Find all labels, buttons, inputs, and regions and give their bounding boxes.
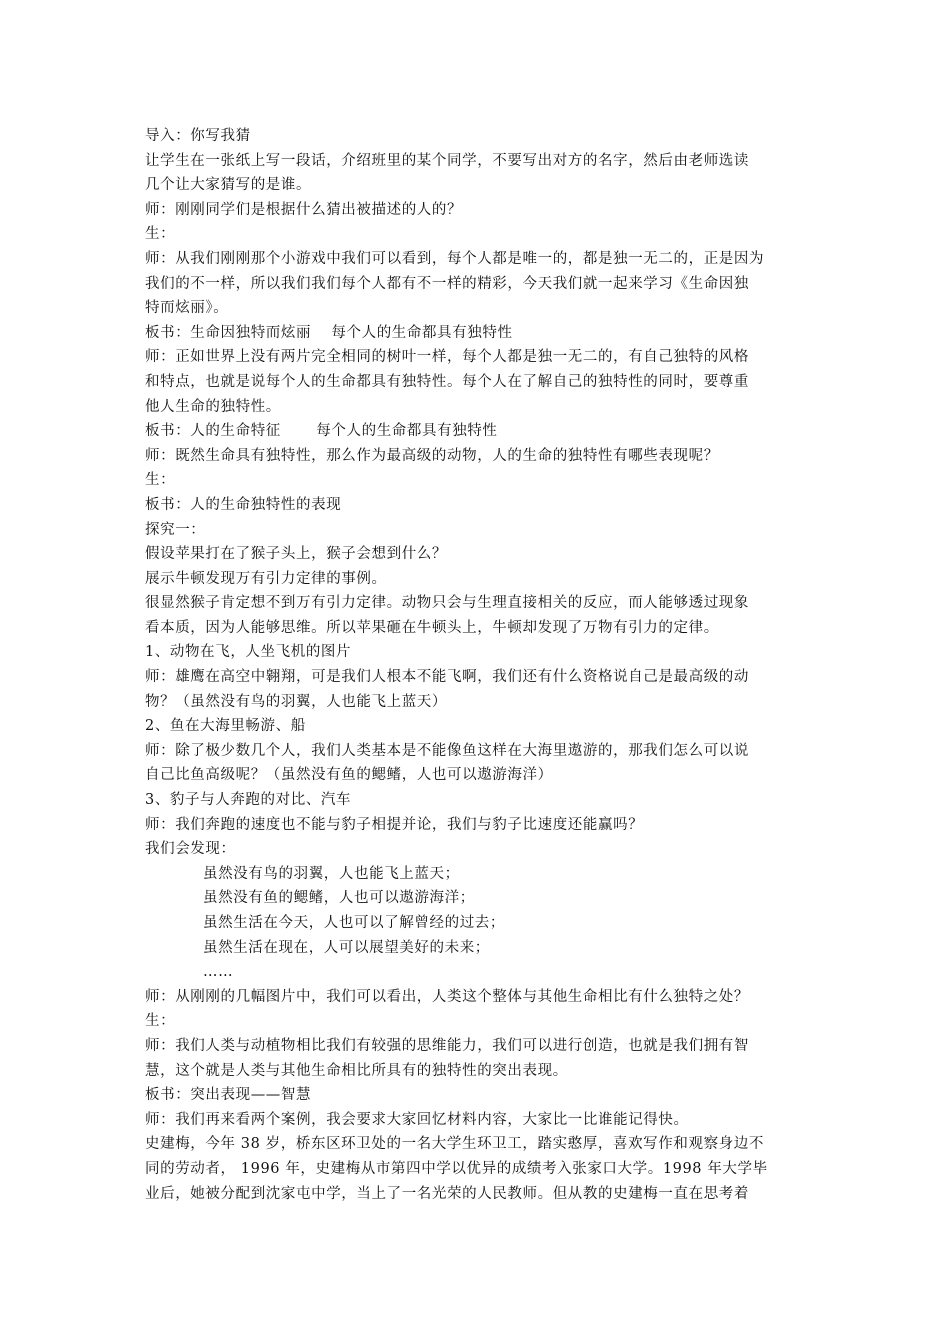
text-line: 师：我们奔跑的速度也不能与豹子相提并论，我们与豹子比速度还能赢吗？	[145, 816, 644, 833]
text-line: 史建梅，今年 38 岁，桥东区环卫处的一名大学生环卫工，踏实憨厚，喜欢写作和观察身边不	[145, 1136, 764, 1153]
text-line: 虽然没有鸟的羽翼，人也能飞上蓝天；	[203, 865, 460, 882]
text-line: 师：正如世界上没有两片完全相同的树叶一样，每个人都是独一无二的，有自己独特的风格	[145, 349, 749, 366]
text-line: 板书：人的生命独特性的表现	[145, 496, 342, 513]
text-line: 虽然生活在今天，人也可以了解曾经的过去；	[203, 915, 505, 931]
text-line: 师：从我们刚刚那个小游戏中我们可以看到，每个人都是唯一的，都是独一无二的，正是因为	[145, 250, 765, 267]
text-line: 让学生在一张纸上写一段话，介绍班里的某个同学，不要写出对方的名字，然后由老师选读	[145, 152, 749, 169]
text-line: 慧，这个就是人类与其他生命相比所具有的独特性的突出表现。	[145, 1062, 568, 1079]
text-line: 1、动物在飞，人坐飞机的图片	[145, 644, 352, 661]
text-line: 展示牛顿发现万有引力定律的事例。	[145, 570, 387, 587]
text-line: 师：我们再来看两个案例，我会要求大家回忆材料内容，大家比一比谁能记得快。	[145, 1111, 689, 1128]
text-line: 生：	[145, 226, 176, 243]
text-line: 3、豹子与人奔跑的对比、汽车	[145, 792, 352, 809]
text-line: 自己比鱼高级呢？（虽然没有鱼的鳃鳍，人也可以遨游海洋）	[145, 767, 553, 784]
text-line: 师：刚刚同学们是根据什么猜出被描述的人的？	[145, 201, 463, 218]
text-line: 导入：你写我猜	[145, 128, 251, 144]
document-page	[145, 124, 810, 1206]
text-line: 和特点，也就是说每个人的生命都具有独特性。每个人在了解自己的独特性的同时，要尊重	[145, 373, 749, 390]
text-line: 他人生命的独特性。	[145, 398, 281, 415]
text-line: 板书：人的生命特征 每个人的生命都具有独特性	[145, 423, 498, 440]
text-line: 板书：突出表现——智慧	[145, 1087, 312, 1104]
text-line: 业后，她被分配到沈家屯中学，当上了一名光荣的人民教师。但从教的史建梅一直在思考着	[145, 1185, 749, 1202]
text-line: 板书：生命因独特而炫丽 每个人的生命都具有独特性	[145, 324, 513, 341]
text-line: 同的劳动者， 1996 年，史建梅从市第四中学以优异的成绩考入张家口大学。1998 年大学毕	[145, 1160, 768, 1177]
text-line: 生：	[145, 1013, 176, 1030]
text-line: 师：我们人类与动植物相比我们有较强的思维能力，我们可以进行创造，也就是我们拥有智	[145, 1037, 749, 1054]
text-line: 很显然猴子肯定想不到万有引力定律。动物只会与生理直接相关的反应，而人能够透过现象	[145, 595, 749, 612]
text-line: 我们会发现：	[145, 841, 236, 858]
text-line: ……	[203, 964, 234, 981]
text-line: 师：雄鹰在高空中翱翔，可是我们人根本不能飞啊，我们还有什么资格说自己是最高级的动	[145, 669, 749, 686]
text-line: 师：从刚刚的几幅图片中，我们可以看出，人类这个整体与其他生命相比有什么独特之处？	[145, 988, 749, 1005]
text-line: 师：除了极少数几个人，我们人类基本是不能像鱼这样在大海里遨游的，那我们怎么可以说	[145, 742, 749, 759]
text-line: 2、鱼在大海里畅游、船	[145, 718, 306, 735]
text-line: 特而炫丽》。	[145, 300, 229, 317]
text-line: 生：	[145, 472, 176, 489]
text-line: 我们的不一样，所以我们我们每个人都有不一样的精彩，今天我们就一起来学习《生命因独	[145, 275, 749, 292]
text-line: 看本质，因为人能够思维。所以苹果砸在牛顿头上，牛顿却发现了万物有引力的定律。	[145, 619, 719, 636]
text-line: 虽然没有鱼的鳃鳍，人也可以遨游海洋；	[203, 890, 475, 907]
text-line: 几个让大家猜写的是谁。	[145, 177, 312, 194]
text-line: 师：既然生命具有独特性，那么作为最高级的动物，人的生命的独特性有哪些表现呢？	[145, 447, 719, 464]
text-line: 探究一：	[145, 521, 206, 538]
text-line: 物？（虽然没有鸟的羽翼，人也能飞上蓝天）	[145, 693, 447, 710]
text-line: 假设苹果打在了猴子头上，猴子会想到什么？	[145, 546, 447, 563]
text-line: 虽然生活在现在，人可以展望美好的未来；	[203, 939, 490, 956]
